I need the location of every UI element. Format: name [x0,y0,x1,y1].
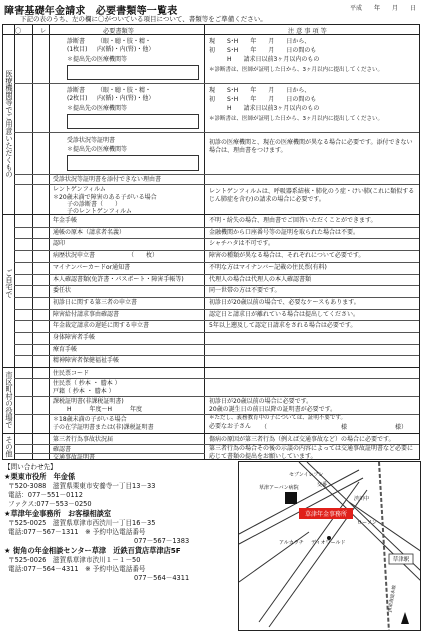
xray-film: レントゲンフィルム [53,186,106,193]
self-row-note: 認定日と請求日が離れている場合は提出してください。 [209,310,360,318]
table-header [3,25,419,35]
child-tax: 子の在学証明書または(非)課税証明書 [53,424,154,431]
date-label: 平成 年 月 日 [349,5,416,12]
self-row-doc: マイナンバーカードor通知書 [53,263,131,271]
contact-heading: 【問い合わせ先】 [4,463,57,471]
office-building-icon [285,492,297,504]
self-row-note: 障害の種類が異なる場合は、それぞれについて必要です。 [209,252,365,260]
office1-name: ★栗東市役所 年金係 [4,472,76,481]
diag2-present: 現 [209,87,216,94]
self-row-doc: 病歴状況申立書 （ 枚） [53,252,159,260]
tax-cert: 課税証明書(非課税証明書) [53,398,124,405]
diag2-options2: 内(循)・内(腎)・他） [97,95,155,102]
shibukawa-label: 渋川中 [354,496,370,502]
receipt-note: 初診の医療機関と、現在の医療機関が異なる場合に必要です。添付できない場合は、理由書をつけます。 [209,139,413,154]
other-doc-1: 第三者行為事故状況届 [53,436,114,443]
diag1-options2: 内(循)・内(腎)・他） [97,46,155,53]
diag2-recent: H 請求日以前3ヶ月以内のもの [227,105,320,112]
self-row-doc: 障害給付請求事由確認書 [53,310,120,318]
self-row-note: 不明・紛失の場合、理由書でご回答いただくことができます。 [209,217,377,224]
diag2-star-note: ＊診断書は、医師が証明した日から、3ヶ月以内に提出してください。 [209,116,384,122]
other-doc-2: 確認書 [53,446,72,453]
other-note-1: 傷病の原因が第三者行為（例えば交通事故など）の場合に必要です。 [209,436,395,443]
diag2-options: （眼・聴・肢・精・ [97,87,152,94]
header-docs: 必要書類等 [103,28,134,35]
intro-text: 下記の表のうち、左の欄に〇がついている項目について、書類等をご準備ください。 [20,15,267,23]
diag2-submit: ＊提出先の医療機関等 [67,105,128,112]
xray-under20: ＊20歳未満で障害のある子がいる場合 [53,194,157,201]
office1-fax: ファクス:077－553－0250 [8,500,92,508]
city-note2: 20歳の誕生日の前日以降の証明書が必要です。 [209,406,337,413]
self-row-doc: 本人確認書類(免許書・パスポート・障害手帳等) [53,275,184,283]
diag1-past: 初 [209,47,216,54]
child-mark-open: （ [261,424,268,431]
self-row-doc: 初診日に関する第三者の申立書 [53,298,138,306]
seven-eleven-label: セブンイレブン [289,472,324,478]
diag2-count: (2枚目) [67,95,88,102]
self-row-note: 金融機関から口座番号等の証明を取られた場合は不要。 [209,228,360,236]
diag2-date-to: S･H 年 月 日の間のも [227,96,317,103]
office2-tel: 電話:077－567－1311 ※ 予約申込電話番号 [8,528,146,536]
office2-reservation: 077－567－1383 [134,537,190,545]
city-note1: 初診日が20歳以前の場合に必要です。 [209,398,313,405]
category-medical: 医療機関等でご用意いただくもの [5,70,14,178]
map-drawing [239,462,421,631]
self-row-doc: 年金裁定請求の遅延に関する申立書 [53,322,150,330]
child-mark-close: 様） [395,424,408,431]
child-mark-mid: 様 [341,424,348,431]
other-note-2: 第三者行為の場合その後の示談の内容によっては交通事故証明書など必要に応じて書類の提出をお願いしています。 [209,445,414,460]
receipt-submit-box[interactable] [67,155,199,171]
child-needed: 必要なお子さん [209,423,252,430]
office-map-label: 草津年金事務所 [304,511,348,518]
diag1-date-from: S･H 年 月 日から、 [227,38,311,45]
hotel-label: アルカラチ [279,540,304,546]
access-map [238,461,421,631]
tax-years: H 年度〜H 年度 [67,406,143,413]
office3-name: ★ 街角の年金相談センター草津 近鉄百貨店草津店5F [4,546,181,555]
self-row-doc: 認印 [53,240,66,248]
page-title: 障害基礎年金請求 必要書類等一覧表 [4,6,178,17]
category-other: その他 [5,436,14,458]
diag1-present: 現 [209,38,216,45]
self-row-note: 代理人の場合は代理人の本人確認書類 [209,275,312,283]
self-row-doc: 身体障害者手帳 [53,334,96,341]
rail-label: JR東海道本線 [388,584,398,613]
office3-address: 〒525-0026 滋賀県草津市渋川１－１－50 [8,556,141,564]
koseki: 戸籍（ 抄本 ・ 謄本 ） [53,388,115,395]
under18: ＊18歳未満の子がいる場合 [53,416,127,423]
category-city: 市区町村の役場で [5,371,14,429]
receipt-reason: 受診状況等証明書を添付できない理由書 [53,176,162,183]
self-row-doc: 年金手帳 [53,217,78,224]
railway-line [379,462,389,631]
diag1-date-to: S･H 年 月 日の間のも [227,47,317,54]
header-circle: 〇 [15,28,22,35]
office1-tel: 電話：077－551－0112 [8,491,83,499]
office1-address: 〒520-3088 滋賀県栗東市安養寺一丁目13－33 [8,482,156,490]
header-check: レ [40,28,47,35]
diag1-options: （眼・聴・肢・精・ [97,38,152,45]
office3-tel: 電話:077－564－4311 ※ 予約申込電話番号 [8,565,146,573]
self-row-note: シャチハタは不可です。 [209,240,275,248]
self-row-doc: 委任状 [53,287,72,295]
child-diag: 子の診断書（ ） [67,201,122,208]
diag2-submit-box[interactable] [67,114,199,129]
self-row-doc: 精神障害者保健福祉手帳 [53,357,120,365]
station-label: 草津駅 [392,557,410,563]
police-label: 交番 [317,482,328,488]
diag1-submit-box[interactable] [67,65,199,80]
receipt-submit: ＊提出先の医療機関等 [67,146,128,153]
diag1-recent: H 請求日以前3ヶ月以内のもの [227,56,320,63]
office3-reservation: 077－564－4311 [134,574,190,582]
diag1-count: (1枚目) [67,46,88,53]
diag1-submit: ＊提出先の医療機関等 [67,56,128,63]
diag2-name: 診断書 [67,87,86,94]
north-arrow-icon [401,612,409,624]
office2-name: ★草津年金事務所 お客様相談室 [4,509,112,518]
receipt-name: 受診状況等証明書 [67,137,116,144]
diag1-name: 診断書 [67,38,86,45]
deco-label: ディオワールド [311,540,346,546]
diag1-star-note: ＊診断書は、医師が証明した日から、3ヶ月以内に提出してください。 [209,67,384,73]
xray-note: レントゲンフィルムは、呼吸器系結核・肺化のう症・けい肺(これに類似するじん肺症を含む)の請求の場合に必要です。 [209,188,415,203]
header-notes: 注 意 事 項 等 [288,28,327,35]
office2-address: 〒525-0025 滋賀県草津市西渋川一丁目16－35 [8,519,156,527]
self-row-doc: 通帳の原本（請求者名義） [53,228,126,236]
self-row-note: 5年以上遡及して認定日請求をされる場合は必要です。 [209,322,357,330]
self-row-note: 同一世帯の方は不要です。 [209,287,281,295]
self-row-doc: 療育手帳 [53,345,78,353]
diag2-past: 初 [209,96,216,103]
self-row-note: 不明な方はマイナンバー記載の住民票(有料) [209,263,327,271]
juminhyo: 住民票（ 抄本 ・ 謄本 ） [53,380,121,387]
child-xray: 子のレントゲンフィルム [67,208,132,215]
jumin-code: 住民票コード [53,370,90,377]
lawson-label: ローソン [357,520,377,526]
diag2-date-from: S･H 年 月 日から、 [227,87,311,94]
other-doc-3: 交通事故証明書 [53,454,96,461]
self-row-note: 初診日が20歳以前の場合で、必要なケースもあります。 [209,298,360,306]
under18-note: ＊ただし、義務教育中の子については、証明不要です。 [209,415,346,421]
category-self: ご自宅で [5,268,14,298]
hospital-label: 草津アーバン病院 [259,485,299,491]
requirements-table [2,24,420,460]
